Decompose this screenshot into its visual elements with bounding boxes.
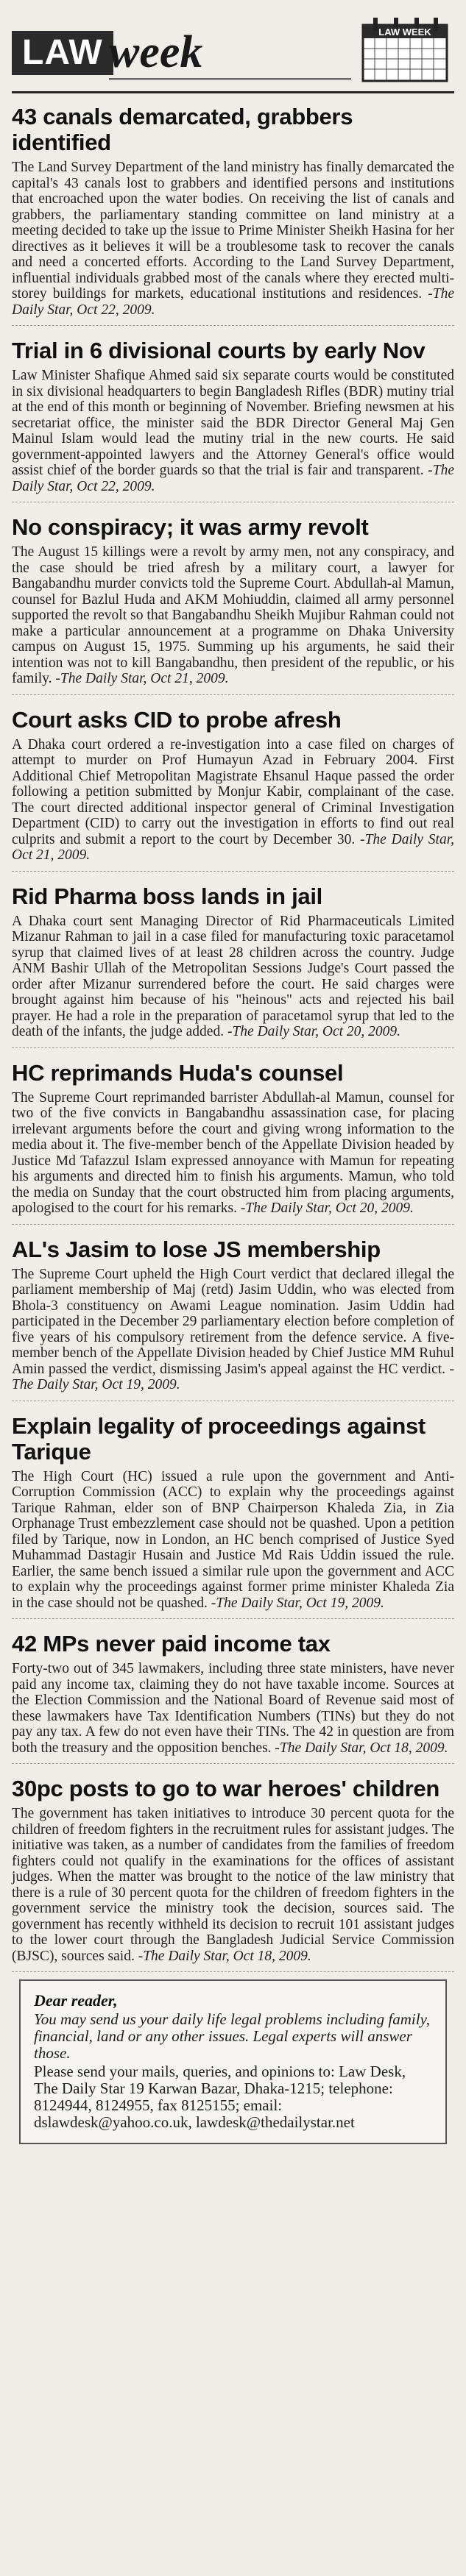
article-rid-pharma bbox=[12, 879, 454, 1048]
article-body-text: The government has taken initiatives to introduce 30 percent quota for the children of freedom fighters in the recruitment rules for assistant judges. The initiative was taken, as a number of candidates from the families of freedom fighters could not qualify in the examinations for the offices of assistant judges. When the matter was brought to the notice of the law ministry that there is a rule of 30 percent quota for the children of freedom fighters in the government service the ministry took the decision, sources said. The government has recently withheld its decision to recruit 101 assistant judges to the lower court through the Bangladesh Judicial Service Commission (BJSC), sources said. bbox=[12, 1806, 454, 1964]
article-body-text: The High Court (HC) issued a rule upon the government and Anti-Corruption Commission (ACC) to explain why the proceedings against Tarique Rahman, elder son of BNP Chairperson Khaleda Zia, in Zia Orphanage Trust embezzlement case should not be quashed. Upon a petition filed by Tarique, now in London, an HC bench comprised of Justice Syed Muhammad Dastagir Husain and Justice Md Rais Uddin issued the rule. Earlier, the same bench issued a similar rule upon the government and ACC to explain why the proceedings against former prime minister Khaleda Zia in the case should not be quashed. bbox=[12, 1468, 454, 1611]
masthead-law-label: LAW bbox=[12, 31, 113, 75]
dear-reader-box bbox=[19, 1979, 447, 2144]
article-body-text: The August 15 killings were a revolt by army men, not any conspiracy, and the case should be tried afresh by a military court, a lawyer for Bangabandhu murder convicts told the Supreme Court. Abdullah-al Mamun, counsel for Bazlul Huda and AKM Mohiuddin, claimed all army personnel supported the revolt so that Bangabandhu Sheikh Mujibur Rahman could not make a particular announcement at a programme on Dhaka University campus on August 15, 1975. Summing up his arguments, he said their intention was not to kill Bangabandhu, then president of the republic, or his family. bbox=[12, 544, 454, 686]
masthead bbox=[12, 10, 454, 93]
law-week-calendar-logo-icon bbox=[357, 12, 453, 85]
article-tarique-proceedings bbox=[12, 1409, 454, 1620]
article-headline: No conspiracy; it was army revolt bbox=[12, 514, 369, 540]
article-body: The government has taken initiatives to introduce 30 percent quota for the children of freedom fighters in the recruitment rules for assistant judges. The initiative was taken, as a number of candidates from the families of freedom fighters could not qualify in the examinations for the offices of assistant judges. When the matter was brought to the notice of the law ministry that there is a rule of 30 percent quota for the children of freedom fighters in the government service the ministry took the decision, sources said. The government has recently withheld its decision to recruit 101 assistant judges to the lower court through the Bangladesh Judicial Service Commission (BJSC), sources said. -The Daily Star, Oct 18, 2009. bbox=[12, 1806, 454, 1964]
article-body-text: Law Minister Shafique Ahmed said six separate courts would be constituted in six divisional headquarters to begin Bangladesh Rifles (BDR) mutiny trial at the end of this month or beginning of November. Briefing newsmen at his secretariat office, the minister said the BDR Director General Maj Gen Mainul Islam would lead the mutiny trial in the new courts. He said government-appointed lawyers and the Attorney General's office would assist chief of the border guards so that the trial is fair and transparent. bbox=[12, 368, 454, 478]
article-jasim-membership bbox=[12, 1232, 454, 1401]
article-canals bbox=[12, 99, 454, 326]
article-source: The Daily Star, Oct 18, 2009. bbox=[143, 1948, 311, 1964]
article-body-text: Forty-two out of 345 lawmakers, including three state ministers, have never paid any income tax, claiming they do not have taxable income. Sources at the Election Commission and the National Board of Revenue said most of these lawmakers have Tax Identification Numbers (TINs) but they do not pay any tax. A few do not even have their TINs. The 42 in question are from both the treasury and the opposition benches. bbox=[12, 1661, 454, 1756]
article-body: Law Minister Shafique Ahmed said six separate courts would be constituted in six divisional headquarters to begin Bangladesh Rifles (BDR) mutiny trial at the end of this month or beginning of November. Briefing newsmen at his secretariat office, the minister said the BDR Director General Maj Gen Mainul Islam would lead the mutiny trial in the new courts. He said government-appointed lawyers and the Attorney General's office would assist chief of the border guards so that the trial is fair and transparent. -The Daily Star, Oct 22, 2009. bbox=[12, 368, 455, 494]
article-source: The Daily Star, Oct 20, 2009. bbox=[245, 1200, 414, 1216]
article-army-revolt bbox=[12, 510, 454, 695]
article-war-heroes-quota bbox=[12, 1771, 454, 1972]
article-huda-counsel bbox=[12, 1056, 454, 1225]
article-body: The August 15 killings were a revolt by army men, not any conspiracy, and the case should be tried afresh by a military court, a lawyer for Bangabandhu murder convicts told the Supreme Court. Abdullah-al Mamun, counsel for Bazlul Huda and AKM Mohiuddin, claimed all army personnel supported the revolt so that Bangabandhu Sheikh Mujibur Rahman could not make a particular announcement at a programme on Dhaka University campus on August 15, 1975. Summing up his arguments, he said their intention was not to kill Bangabandhu, then president of the republic, or his family. -The Daily Star, Oct 21, 2009. bbox=[12, 544, 454, 686]
reader-box-intro: You may send us your daily life legal problems including family, financial, land or any other issues. Legal experts will answer those. bbox=[34, 2010, 430, 2062]
article-headline: Court asks CID to probe afresh bbox=[12, 706, 342, 733]
article-body-text: A Dhaka court sent Managing Director of Rid Pharmaceuticals Limited Mizanur Rahman to jail in a case filed for manufacturing toxic paracetamol syrup that claimed lives of at least 28 children across the country. Judge ANM Bashir Ullah of the Metropolitan Sessions Judge's Court passed the order after Mizanur surrendered before the court. He said charges were brought against him because of his "heinous" acts and rejected his bail prayer. He had a role in the preparation of paracetamol syrup that led to the death of the infants, the judge added. bbox=[12, 913, 454, 1039]
article-headline: 42 MPs never paid income tax bbox=[12, 1631, 331, 1657]
article-body: Forty-two out of 345 lawmakers, including three state ministers, have never paid any income tax, claiming they do not have taxable income. Sources at the Election Commission and the National Board of Revenue said most of these lawmakers have Tax Identification Numbers (TINs) but they do not pay any tax. A few do not even have their TINs. The 42 in question are from both the treasury and the opposition benches. -The Daily Star, Oct 18, 2009. bbox=[12, 1661, 454, 1756]
article-body: A Dhaka court sent Managing Director of Rid Pharmaceuticals Limited Mizanur Rahman to jail in a case filed for manufacturing toxic paracetamol syrup that claimed lives of at least 28 children across the country. Judge ANM Bashir Ullah of the Metropolitan Sessions Judge's Court passed the order after Mizanur surrendered before the court. He said charges were brought against him because of his "heinous" acts and rejected his bail prayer. He had a role in the preparation of paracetamol syrup that led to the death of the infants, the judge added. -The Daily Star, Oct 20, 2009. bbox=[12, 913, 454, 1039]
article-source: The Daily Star, Oct 19, 2009. bbox=[12, 1377, 180, 1392]
reader-box-contact: Please send your mails, queries, and opinions to: Law Desk, The Daily Star 19 Karwan Bazar, Dhaka-1215; telephone: 8124944, 8124955, fax 8125155; email: dslawdesk@yahoo.co.uk, lawdesk@thedailystar.net bbox=[34, 2063, 406, 2131]
article-divisional-courts bbox=[12, 333, 454, 502]
article-headline: Explain legality of proceedings against Tarique bbox=[12, 1412, 426, 1465]
article-headline: HC reprimands Huda's counsel bbox=[12, 1059, 344, 1086]
article-headline: Rid Pharma boss lands in jail bbox=[12, 883, 322, 909]
article-source: The Daily Star, Oct 20, 2009. bbox=[232, 1024, 401, 1039]
article-cid-probe bbox=[12, 702, 454, 872]
logo-caption: LAW WEEK bbox=[378, 26, 431, 38]
article-body-text: The Supreme Court reprimanded barrister Abdullah-al Mamun, counsel for two of the five convicts in Bangabandhu assassination case, for placing irrelevant arguments before the court and giving wrong information to the media about it. The five-member bench of the Appellate Division headed by Justice Md Tafazzul Islam expressed annoyance with Mamun for repeating his arguments and directed him to finish his arguments. Mamun, who told the media on Sunday that the court obstructed him from placing arguments, apologised to the court for his remarks. bbox=[12, 1089, 454, 1216]
article-mps-income-tax bbox=[12, 1626, 454, 1764]
article-source: The Daily Star, Oct 22, 2009. bbox=[12, 463, 455, 494]
masthead-week-label: week bbox=[109, 27, 203, 77]
article-source: The Daily Star, Oct 21, 2009. bbox=[60, 671, 229, 686]
article-source: The Daily Star, Oct 21, 2009. bbox=[12, 831, 455, 863]
article-source: The Daily Star, Oct 18, 2009. bbox=[279, 1740, 448, 1756]
article-source: The Daily Star, Oct 19, 2009. bbox=[216, 1595, 384, 1611]
article-body: The Supreme Court upheld the High Court verdict that declared illegal the parliament membership of Maj (retd) Jasim Uddin, who was elected from Bhola-3 constituency on Awami League nomination. Jasim Uddin had participated in the December 29 parliamentary election before completion of five years of his compulsory retirement from the defence service. A five-member bench of the Appellate Division headed by Chief Justice MM Ruhul Amin passed the verdict, dismissing Jasim's appeal against the HC verdict. -The Daily Star, Oct 19, 2009. bbox=[12, 1266, 454, 1392]
article-body: The High Court (HC) issued a rule upon the government and Anti-Corruption Commission (ACC) to explain why the proceedings against Tarique Rahman, elder son of BNP Chairperson Khaleda Zia, in Zia Orphanage Trust embezzlement case should not be quashed. Upon a petition filed by Tarique, now in London, an HC bench comprised of Justice Syed Muhammad Dastagir Husain and Justice Md Rais Uddin issued the rule. Earlier, the same bench issued a similar rule upon the government and ACC to explain why the proceedings against former prime minister Khaleda Zia in the case should not be quashed. -The Daily Star, Oct 19, 2009. bbox=[12, 1468, 454, 1611]
article-body-text: The Land Survey Department of the land ministry has finally demarcated the capital's 43 canals lost to grabbers and identified persons and institutions that encroached upon the water bodies. On receiving the list of canals and grabbers, the parliamentary standing committee on land ministry at a meeting decided to take up the issue to Prime Minister Sheikh Hasina for her directives as it believes it will be a troublesome task to recover the canals and need a concerted efforts. According to the Land Survey Department, influential individuals grabbed most of the canals where they erected multi-storey buildings for markets, educational institutions and residences. bbox=[12, 160, 454, 302]
reader-box-title: Dear reader, bbox=[34, 1991, 118, 2010]
article-headline: AL's Jasim to lose JS membership bbox=[12, 1236, 381, 1262]
article-source: The Daily Star, Oct 22, 2009. bbox=[12, 286, 454, 318]
article-body-text: The Supreme Court upheld the High Court verdict that declared illegal the parliament membership of Maj (retd) Jasim Uddin, who was elected from Bhola-3 constituency on Awami League nomination. Jasim Uddin had participated in the December 29 parliamentary election before completion of five years of his compulsory retirement from the defence service. A five-member bench of the Appellate Division headed by Chief Justice MM Ruhul Amin passed the verdict, dismissing Jasim's appeal against the HC verdict. bbox=[12, 1266, 454, 1377]
article-body: A Dhaka court ordered a re-investigation into a case filed on charges of attempt to murder on Prof Humayun Azad in February 2004. First Additional Chief Metropolitan Magistrate Ehsanul Haque passed the order following a petition submitted by Monjur Kabir, complainant of the case. The court directed additional inspector general of Criminal Investigation Department (CID) to carry out the investigation in efforts to find out real culprits and submit a report to the court by December 30. -The Daily Star, Oct 21, 2009. bbox=[12, 736, 455, 863]
article-headline: Trial in 6 divisional courts by early Nov bbox=[12, 338, 426, 363]
article-body-text: A Dhaka court ordered a re-investigation into a case filed on charges of attempt to murder on Prof Humayun Azad in February 2004. First Additional Chief Metropolitan Magistrate Ehsanul Haque passed the order following a petition submitted by Monjur Kabir, complainant of the case. The court directed additional inspector general of Criminal Investigation Department (CID) to carry out the investigation in efforts to find out real culprits and submit a report to the court by December 30. bbox=[12, 736, 454, 847]
article-headline: 30pc posts to go to war heroes' children bbox=[12, 1776, 440, 1801]
article-body: The Land Survey Department of the land ministry has finally demarcated the capital's 43 canals lost to grabbers and identified persons and institutions that encroached upon the water bodies. On receiving the list of canals and grabbers, the parliamentary standing committee on land ministry at a meeting decided to take up the issue to Prime Minister Sheikh Hasina for her directives as it believes it will be a troublesome task to recover the canals and need a concerted efforts. According to the Land Survey Department, influential individuals grabbed most of the canals where they erected multi-storey buildings for markets, educational institutions and residences. -The Daily Star, Oct 22, 2009. bbox=[12, 160, 454, 318]
masthead-rule bbox=[109, 78, 351, 80]
article-headline: 43 canals demarcated, grabbers identified bbox=[12, 104, 353, 155]
article-body: The Supreme Court reprimanded barrister Abdullah-al Mamun, counsel for two of the five convicts in Bangabandhu assassination case, for placing irrelevant arguments before the court and giving wrong information to the media about it. The five-member bench of the Appellate Division headed by Justice Md Tafazzul Islam expressed annoyance with Mamun for repeating his arguments and directed him to finish his arguments. Mamun, who told the media on Sunday that the court obstructed him from placing arguments, apologised to the court for his remarks. -The Daily Star, Oct 20, 2009. bbox=[12, 1089, 454, 1216]
